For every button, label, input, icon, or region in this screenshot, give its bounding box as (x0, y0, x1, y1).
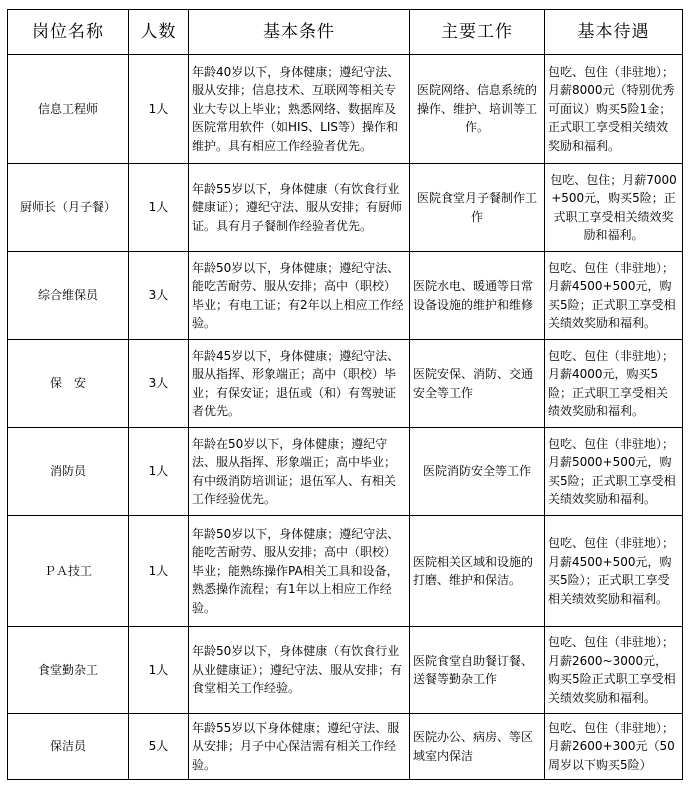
duties-cell: 医院安保、消防、交通安全等工作 (410, 340, 545, 428)
requirements-cell: 年龄55岁以下身体健康；遵纪守法、服从安排；月子中心保洁需有相关工作经验。 (189, 714, 410, 780)
position-cell: 消防员 (8, 428, 129, 516)
requirements-cell: 年龄在50岁以下，身体健康；遵纪守法、服从指挥、形象端正；高中毕业；有中级消防培训证；退伍军人、有相关工作经验优先。 (189, 428, 410, 516)
table-row (8, 714, 683, 780)
table-row (8, 340, 683, 428)
count-cell: 1人 (129, 627, 189, 714)
count-cell: 3人 (129, 340, 189, 428)
requirements-cell: 年龄50岁以下，身体健康（有饮食行业从业健康证）；遵纪守法、服从安排；有食堂相关工作经验。 (189, 627, 410, 714)
position-cell: 厨师长（月子餐） (8, 164, 129, 252)
header-position: 岗位名称 (8, 10, 129, 55)
benefits-cell: 包吃、包住（非驻地）；月薪4500+500元，购买5险）；正式职工享受相关绩效奖励和福利。 (545, 516, 683, 627)
count-cell: 1人 (129, 55, 189, 164)
position-cell: 食堂勤杂工 (8, 627, 129, 714)
count-cell: 1人 (129, 428, 189, 516)
requirements-cell: 年龄45岁以下，身体健康；遵纪守法、服从指挥、形象端正；高中（职校）毕业；有保安证；退伍或（和）有驾驶证者优先。 (189, 340, 410, 428)
position-cell: 综合维保员 (8, 252, 129, 340)
header-row (8, 10, 683, 55)
duties-cell: 医院网络、信息系统的操作、维护、培训等工作。 (410, 55, 545, 164)
header-benefits: 基本待遇 (545, 10, 683, 55)
position-cell: 保洁员 (8, 714, 129, 780)
requirements-cell: 年龄50岁以下，身体健康；遵纪守法、能吃苦耐劳、服从安排；高中（职校）毕业；有电工证；有2年以上相应工作经验。 (189, 252, 410, 340)
benefits-cell: 包吃、包住（非驻地）；月薪5000+500元，购买5险；正式职工享受相关绩效奖励和福利。 (545, 428, 683, 516)
count-cell: 1人 (129, 164, 189, 252)
position-cell: 保 安 (8, 340, 129, 428)
table-row (8, 428, 683, 516)
table-row (8, 164, 683, 252)
benefits-cell: 包吃、包住（非驻地）；月薪2600+300元（50周岁以下购买5险） (545, 714, 683, 780)
duties-cell: 医院办公、病房、等区域室内保洁 (410, 714, 545, 780)
benefits-cell: 包吃、包住（非驻地）；月薪4500+500元，购买5险；正式职工享受相关绩效奖励和福利。 (545, 252, 683, 340)
header-count: 人数 (129, 10, 189, 55)
duties-cell: 医院食堂自助餐订餐、送餐等勤杂工作 (410, 627, 545, 714)
header-duties: 主要工作 (410, 10, 545, 55)
header-requirements: 基本条件 (189, 10, 410, 55)
recruitment-table-wrapper (7, 9, 683, 780)
benefits-cell: 包吃、包住（非驻地）；月薪8000元（特别优秀可面议）购买5险1金；正式职工享受相关绩效奖励和福利。 (545, 55, 683, 164)
position-cell: ＰＡ技工 (8, 516, 129, 627)
table-row (8, 516, 683, 627)
requirements-cell: 年龄40岁以下，身体健康；遵纪守法、服从安排；信息技术、互联网等相关专业大专以上毕业；熟悉网络、数据库及医院常用软件（如HIS、LIS等）操作和维护。具有相应工作经验者优先。 (189, 55, 410, 164)
table-row (8, 252, 683, 340)
position-cell: 信息工程师 (8, 55, 129, 164)
requirements-cell: 年龄50岁以下，身体健康；遵纪守法、能吃苦耐劳、服从安排；高中（职校）毕业；能熟练操作PA相关工具和设备，熟悉操作流程；有1年以上相应工作经验。 (189, 516, 410, 627)
duties-cell: 医院相关区域和设施的打磨、维护和保洁。 (410, 516, 545, 627)
recruitment-table (7, 9, 683, 780)
count-cell: 5人 (129, 714, 189, 780)
benefits-cell: 包吃、包住（非驻地）；月薪2600~3000元，购买5险正式职工享受相关绩效奖励和福利。 (545, 627, 683, 714)
benefits-cell: 包吃、包住；月薪7000+500元，购买5险；正式职工享受相关绩效奖励和福利。 (545, 164, 683, 252)
count-cell: 1人 (129, 516, 189, 627)
table-row (8, 55, 683, 164)
duties-cell: 医院水电、暖通等日常设备设施的维护和维修 (410, 252, 545, 340)
duties-cell: 医院消防安全等工作 (410, 428, 545, 516)
count-cell: 3人 (129, 252, 189, 340)
duties-cell: 医院食堂月子餐制作工作 (410, 164, 545, 252)
benefits-cell: 包吃、包住（非驻地）；月薪4000元，购买5险；正式职工享受相关绩效奖励和福利。 (545, 340, 683, 428)
requirements-cell: 年龄55岁以下，身体健康（有饮食行业健康证）；遵纪守法、服从安排；有厨师证。具有月子餐制作经验者优先。 (189, 164, 410, 252)
table-row (8, 627, 683, 714)
